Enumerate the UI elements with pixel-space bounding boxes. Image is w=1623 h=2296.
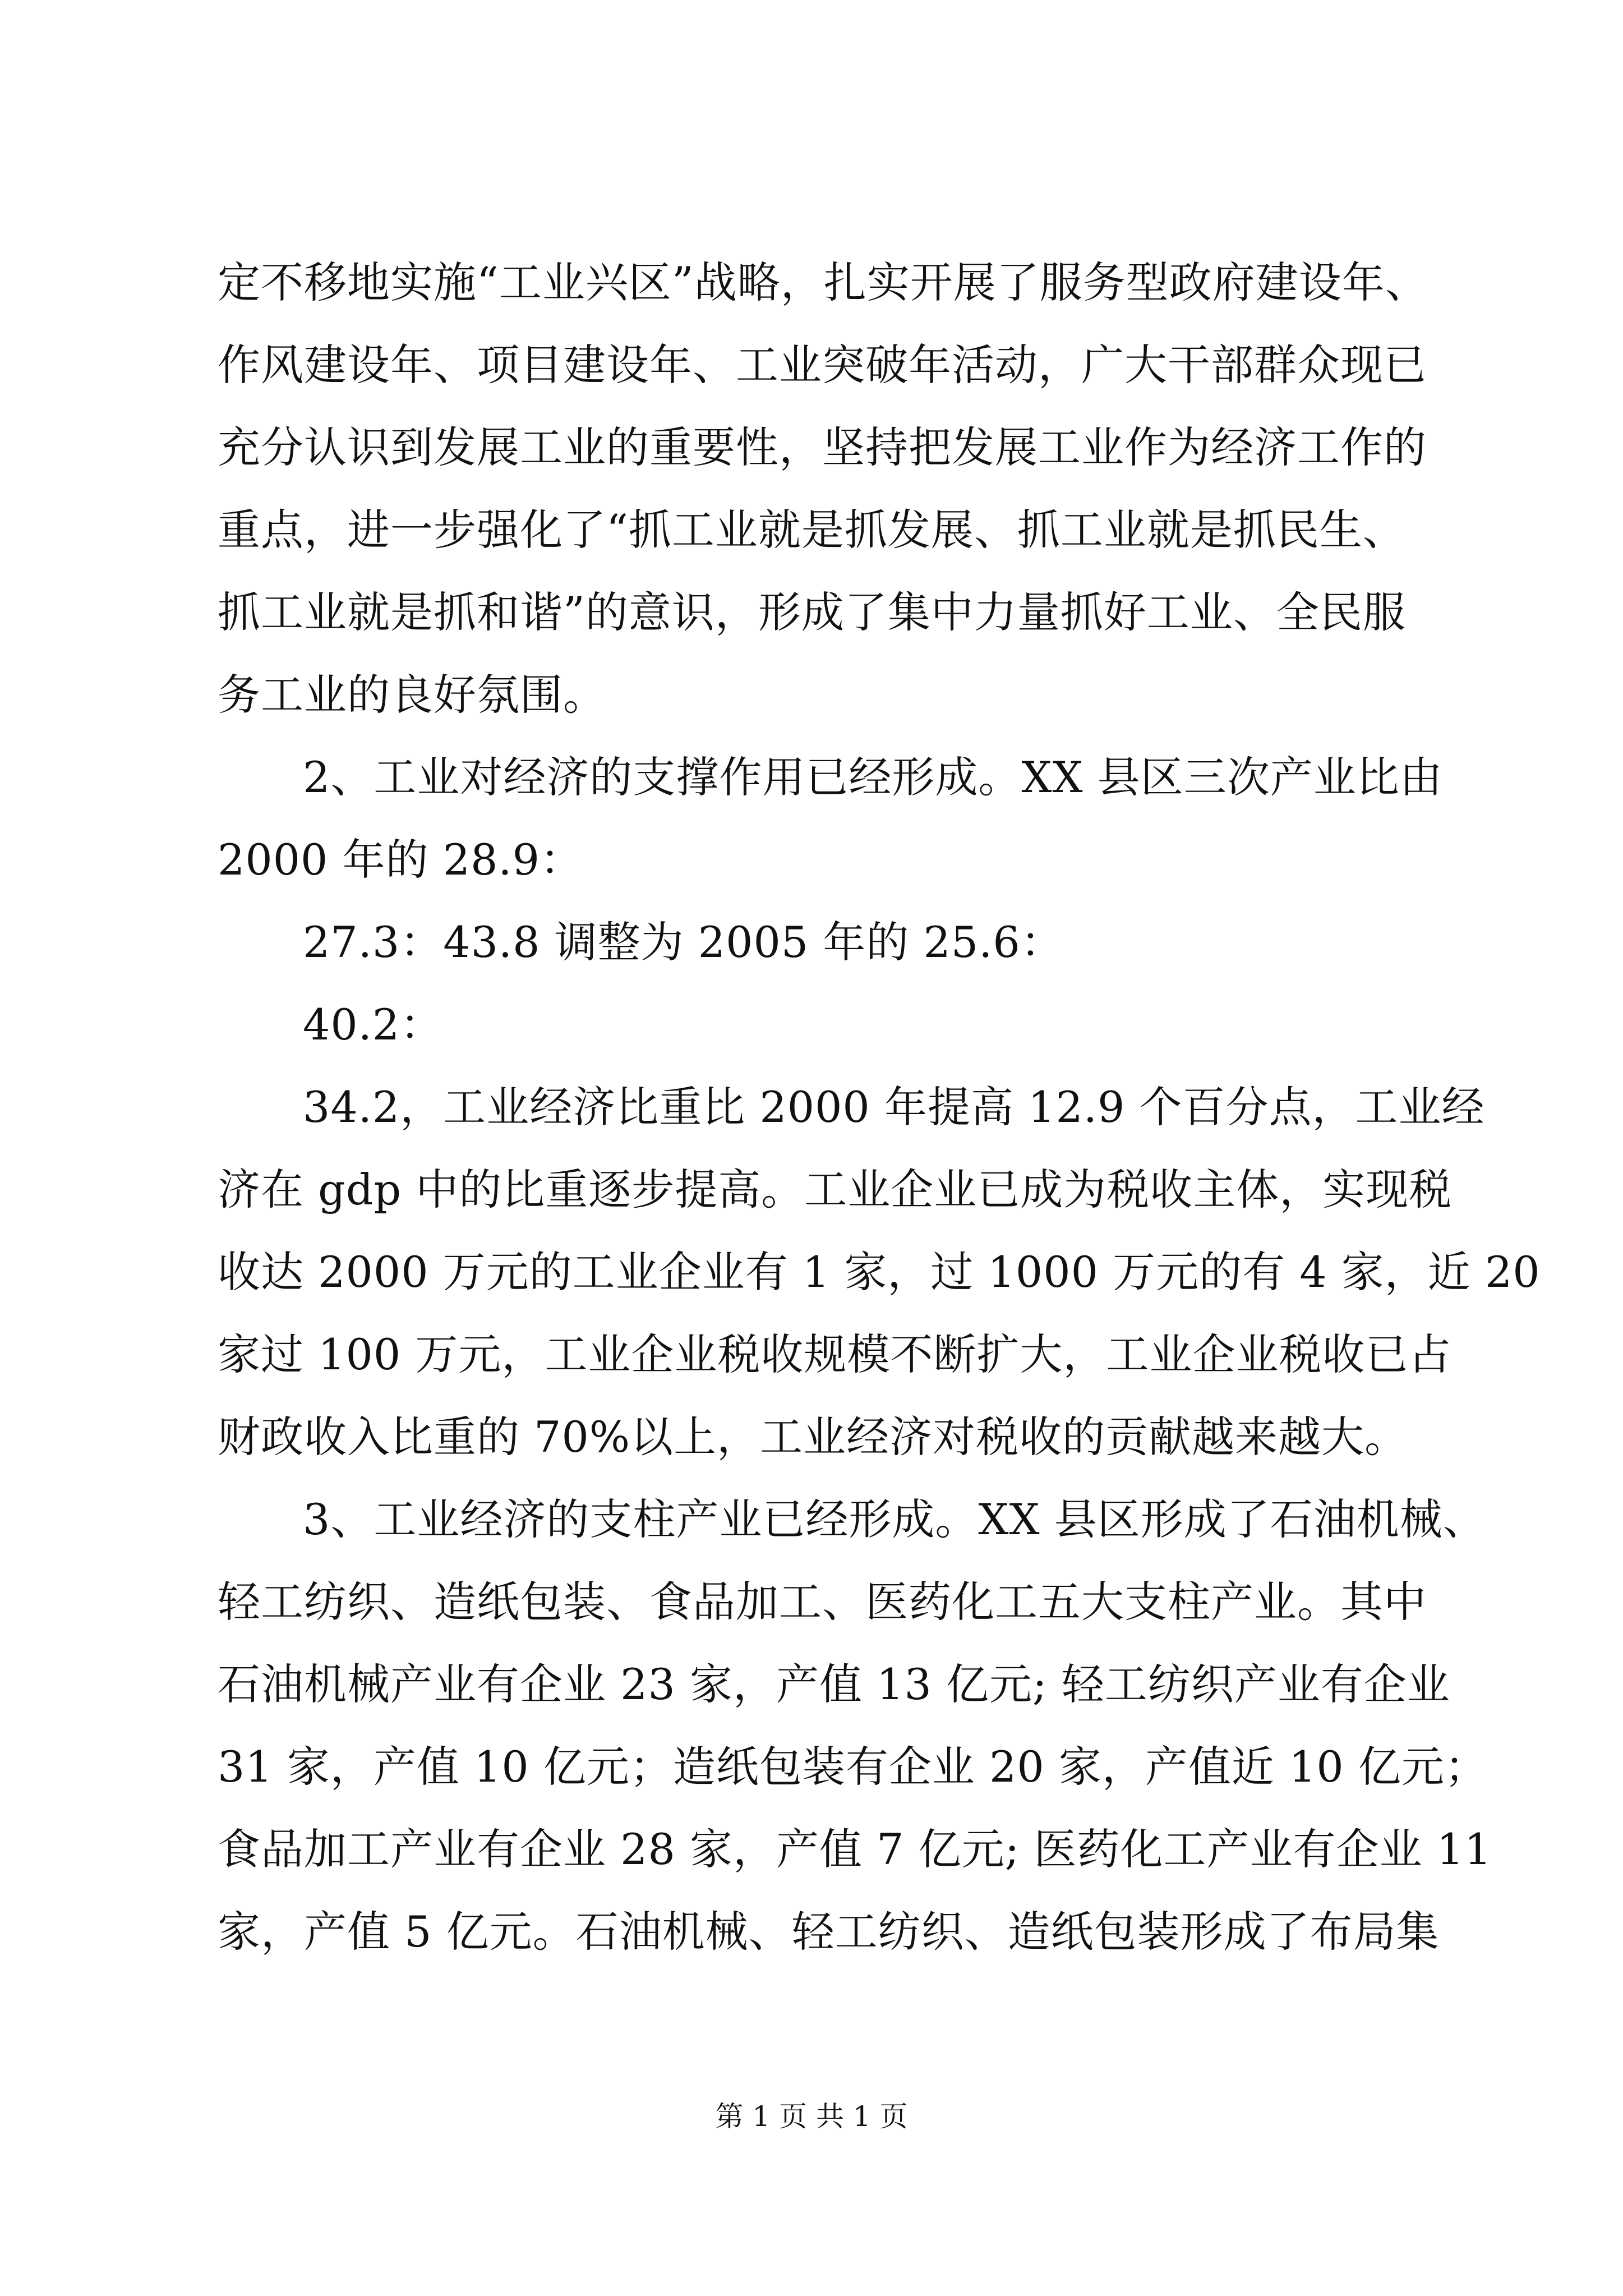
text-line: 务工业的良好氛围。	[218, 670, 606, 720]
text-line: 重点，进一步强化了“抓工业就是抓发展、抓工业就是抓民生、	[218, 505, 1406, 555]
text-line: 财政收入比重的 70%以上，工业经济对税收的贡献越来越大。	[218, 1412, 1408, 1462]
text-line: 轻工纺织、造纸包装、食品加工、医药化工五大支柱产业。其中	[218, 1577, 1427, 1627]
text-line: 食品加工产业有企业 28 家，产值 7 亿元; 医药化工产业有企业 11	[218, 1824, 1492, 1874]
text-line: 济在 gdp 中的比重逐步提高。工业企业已成为税收主体，实现税	[218, 1165, 1453, 1214]
text-line: 40.2：	[303, 1000, 444, 1050]
text-line: 石油机械产业有企业 23 家，产值 13 亿元; 轻工纺织产业有企业	[218, 1659, 1450, 1709]
text-line: 充分认识到发展工业的重要性，坚持把发展工业作为经济工作的	[218, 422, 1427, 472]
text-line: 31 家，产值 10 亿元；造纸包装有企业 20 家，产值近 10 亿元；	[218, 1742, 1488, 1792]
text-line: 27.3：43.8 调整为 2005 年的 25.6：	[303, 917, 1064, 967]
text-line: 34.2，工业经济比重比 2000 年提高 12.9 个百分点，工业经	[303, 1082, 1485, 1132]
text-line: 定不移地实施“工业兴区”战略，扎实开展了服务型政府建设年、	[218, 257, 1428, 307]
text-line: 2000 年的 28.9：	[218, 835, 583, 885]
text-line: 2、工业对经济的支撑作用已经形成。XX 县区三次产业比由	[303, 752, 1443, 802]
document-body	[218, 241, 1541, 1973]
page-footer	[0, 2097, 1623, 2136]
text-line: 收达 2000 万元的工业企业有 1 家，过 1000 万元的有 4 家，近 20	[218, 1247, 1541, 1297]
text-line: 3、工业经济的支柱产业已经形成。XX 县区形成了石油机械、	[303, 1494, 1486, 1544]
text-line: 家，产值 5 亿元。石油机械、轻工纺织、造纸包装形成了布局集	[218, 1907, 1440, 1957]
page-number-label: 第 1 页 共 1 页	[715, 2100, 908, 2133]
text-line: 抓工业就是抓和谐”的意识，形成了集中力量抓好工业、全民服	[218, 587, 1406, 637]
text-line: 家过 100 万元，工业企业税收规模不断扩大，工业企业税收已占	[218, 1329, 1452, 1379]
text-line: 作风建设年、项目建设年、工业突破年活动，广大干部群众现已	[218, 340, 1427, 390]
